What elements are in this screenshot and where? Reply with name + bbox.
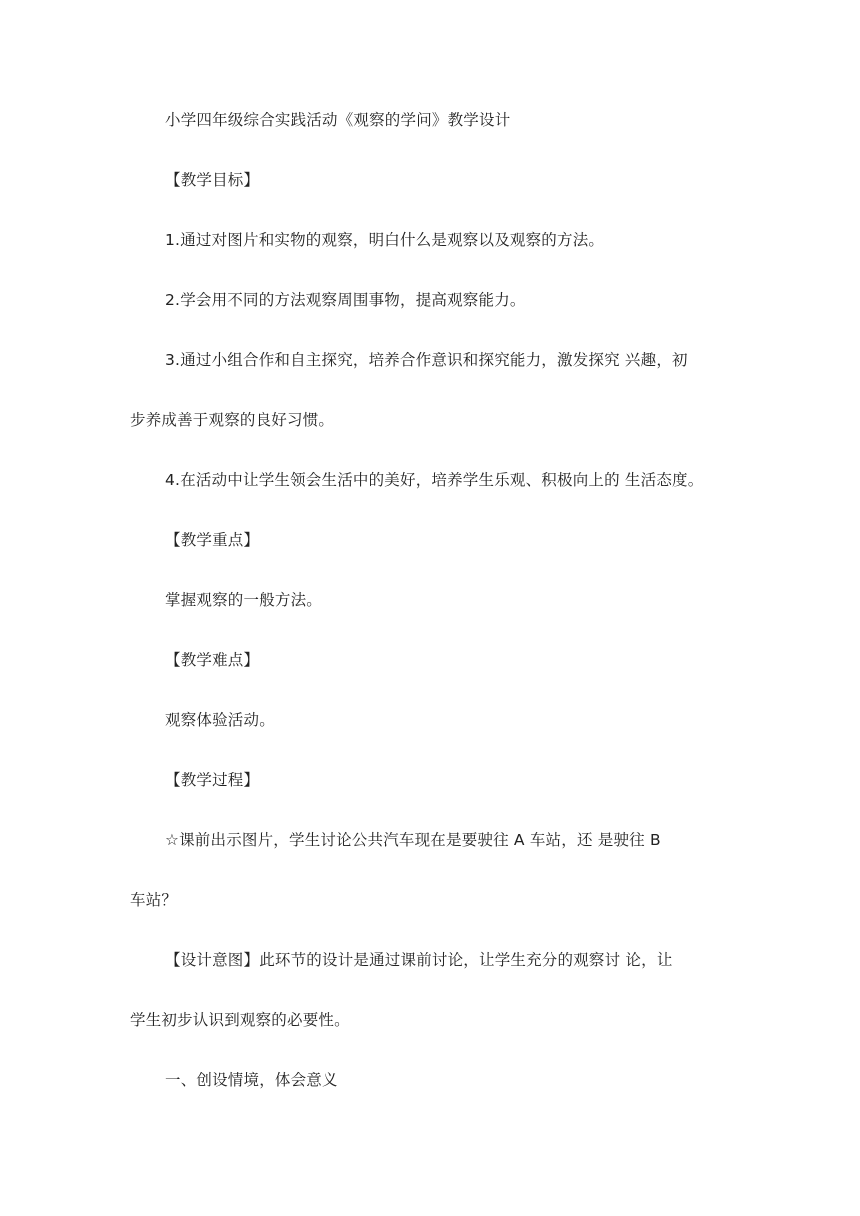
- section-heading-1: 一、创设情境，体会意义: [165, 1071, 338, 1089]
- goal-item-2: 2.学会用不同的方法观察周围事物，提高观察能力。: [165, 291, 526, 309]
- goal-item-3-line-1: 3.通过小组合作和自主探究，培养合作意识和探究能力，激发探究 兴趣，初: [165, 351, 688, 369]
- design-intent-line-1: 【设计意图】此环节的设计是通过课前讨论，让学生充分的观察讨 论，让: [165, 951, 673, 969]
- key-point-text: 掌握观察的一般方法。: [165, 591, 323, 609]
- heading-teaching-process: 【教学过程】: [165, 771, 260, 789]
- heading-teaching-goals: 【教学目标】: [165, 171, 260, 189]
- difficulty-text: 观察体验活动。: [165, 711, 275, 729]
- design-intent-line-2: 学生初步认识到观察的必要性。: [130, 1011, 350, 1029]
- heading-difficulty: 【教学难点】: [165, 651, 260, 669]
- process-text-line-1: ☆课前出示图片，学生讨论公共汽车现在是要驶往 A 车站，还 是驶往 B: [165, 831, 661, 849]
- process-text-line-2: 车站？: [130, 891, 178, 909]
- goal-item-3-line-2: 步养成善于观察的良好习惯。: [130, 411, 335, 429]
- heading-key-point: 【教学重点】: [165, 531, 260, 549]
- goal-item-4: 4.在活动中让学生领会生活中的美好，培养学生乐观、积极向上的 生活态度。: [165, 471, 704, 489]
- goal-item-1: 1.通过对图片和实物的观察，明白什么是观察以及观察的方法。: [165, 231, 605, 249]
- document-title: 小学四年级综合实践活动《观察的学问》教学设计: [165, 111, 511, 129]
